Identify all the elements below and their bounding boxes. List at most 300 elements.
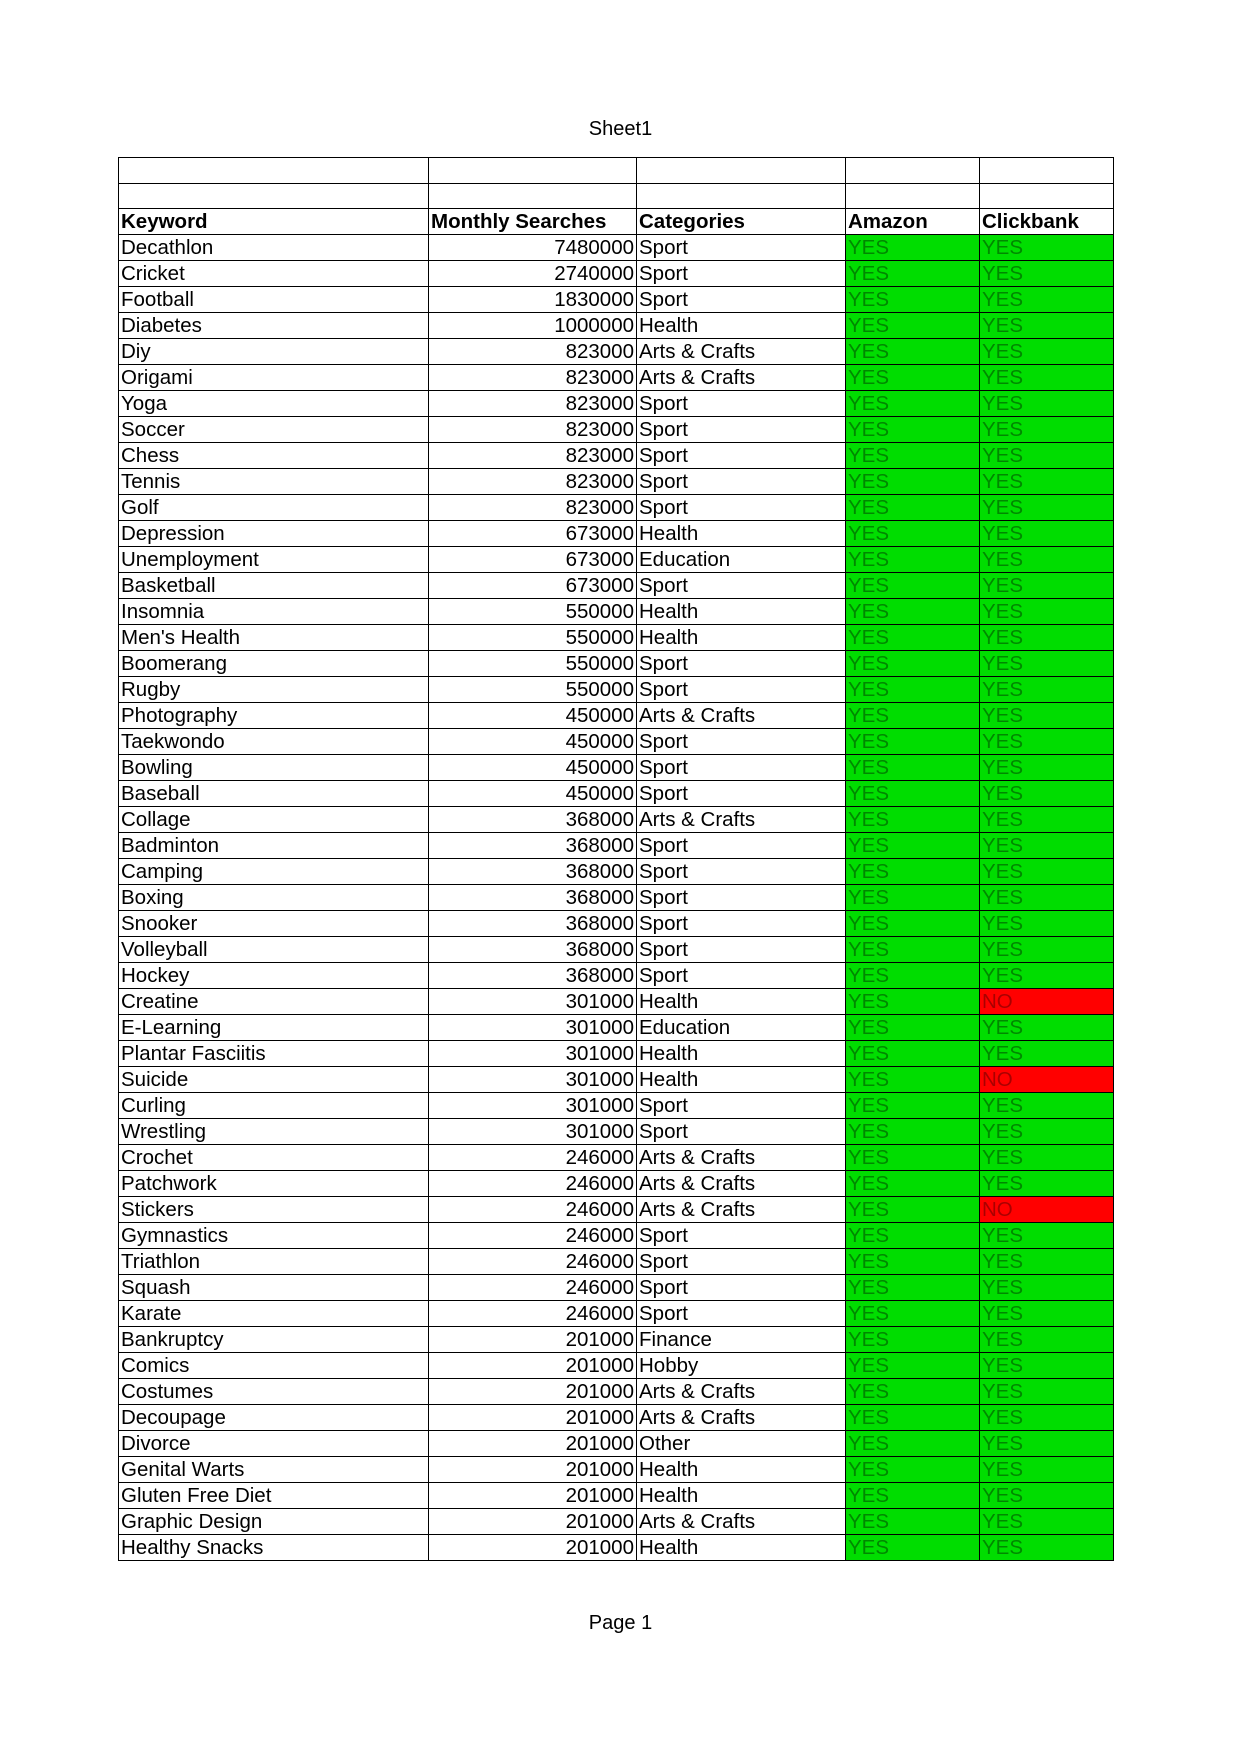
amazon-cell: YES: [846, 1119, 980, 1145]
monthly-searches-cell: 301000: [429, 1041, 637, 1067]
keyword-cell: Patchwork: [119, 1171, 429, 1197]
keyword-cell: Volleyball: [119, 937, 429, 963]
amazon-cell: YES: [846, 287, 980, 313]
amazon-cell: YES: [846, 339, 980, 365]
monthly-searches-cell: 246000: [429, 1223, 637, 1249]
monthly-searches-cell: 201000: [429, 1353, 637, 1379]
keyword-cell: Decathlon: [119, 235, 429, 261]
category-cell: Sport: [637, 1223, 846, 1249]
amazon-cell: YES: [846, 1171, 980, 1197]
table-row: [119, 573, 1114, 599]
amazon-cell: YES: [846, 1431, 980, 1457]
table-row: [119, 1483, 1114, 1509]
empty-cell: [429, 158, 637, 184]
keyword-cell: Bowling: [119, 755, 429, 781]
monthly-searches-cell: 301000: [429, 1119, 637, 1145]
clickbank-cell: YES: [980, 963, 1114, 989]
amazon-cell: YES: [846, 365, 980, 391]
keyword-cell: Squash: [119, 1275, 429, 1301]
keyword-cell: Crochet: [119, 1145, 429, 1171]
monthly-searches-cell: 368000: [429, 937, 637, 963]
empty-row: [119, 183, 1114, 209]
monthly-searches-cell: 201000: [429, 1379, 637, 1405]
table-row: [119, 729, 1114, 755]
monthly-searches-cell: 550000: [429, 599, 637, 625]
amazon-cell: YES: [846, 573, 980, 599]
amazon-cell: YES: [846, 443, 980, 469]
category-cell: Arts & Crafts: [637, 365, 846, 391]
category-cell: Health: [637, 313, 846, 339]
header-clickbank: Clickbank: [980, 209, 1114, 235]
category-cell: Sport: [637, 963, 846, 989]
table-row: [119, 1041, 1114, 1067]
keyword-cell: Insomnia: [119, 599, 429, 625]
clickbank-cell: YES: [980, 235, 1114, 261]
clickbank-cell: YES: [980, 573, 1114, 599]
table-row: [119, 807, 1114, 833]
keyword-cell: Gluten Free Diet: [119, 1483, 429, 1509]
table-row: [119, 1535, 1114, 1561]
amazon-cell: YES: [846, 1093, 980, 1119]
clickbank-cell: YES: [980, 1249, 1114, 1275]
clickbank-cell: YES: [980, 885, 1114, 911]
table-row: [119, 1457, 1114, 1483]
category-cell: Sport: [637, 755, 846, 781]
keyword-cell: Football: [119, 287, 429, 313]
monthly-searches-cell: 246000: [429, 1249, 637, 1275]
amazon-cell: YES: [846, 807, 980, 833]
clickbank-cell: YES: [980, 391, 1114, 417]
monthly-searches-cell: 368000: [429, 885, 637, 911]
table-row: [119, 469, 1114, 495]
monthly-searches-cell: 301000: [429, 1093, 637, 1119]
category-cell: Arts & Crafts: [637, 1405, 846, 1431]
clickbank-cell: YES: [980, 599, 1114, 625]
table-row: [119, 313, 1114, 339]
table-row: [119, 261, 1114, 287]
category-cell: Sport: [637, 1249, 846, 1275]
clickbank-cell: YES: [980, 287, 1114, 313]
category-cell: Sport: [637, 495, 846, 521]
clickbank-cell: YES: [980, 417, 1114, 443]
monthly-searches-cell: 550000: [429, 677, 637, 703]
clickbank-cell: YES: [980, 1015, 1114, 1041]
amazon-cell: YES: [846, 937, 980, 963]
clickbank-cell: YES: [980, 781, 1114, 807]
monthly-searches-cell: 823000: [429, 495, 637, 521]
amazon-cell: YES: [846, 1535, 980, 1561]
page-footer: Page 1: [588, 1612, 653, 1634]
monthly-searches-cell: 201000: [429, 1457, 637, 1483]
table-row: [119, 1327, 1114, 1353]
category-cell: Sport: [637, 885, 846, 911]
monthly-searches-cell: 1000000: [429, 313, 637, 339]
category-cell: Sport: [637, 1093, 846, 1119]
category-cell: Sport: [637, 261, 846, 287]
monthly-searches-cell: 246000: [429, 1171, 637, 1197]
amazon-cell: YES: [846, 1067, 980, 1093]
category-cell: Health: [637, 1483, 846, 1509]
amazon-cell: YES: [846, 989, 980, 1015]
monthly-searches-cell: 2740000: [429, 261, 637, 287]
table-row: [119, 703, 1114, 729]
empty-cell: [637, 183, 846, 209]
amazon-cell: YES: [846, 677, 980, 703]
table-row: [119, 495, 1114, 521]
table-row: [119, 1067, 1114, 1093]
keyword-cell: Men's Health: [119, 625, 429, 651]
keyword-cell: Chess: [119, 443, 429, 469]
table-row: [119, 859, 1114, 885]
monthly-searches-cell: 823000: [429, 391, 637, 417]
keyword-cell: Snooker: [119, 911, 429, 937]
category-cell: Sport: [637, 1301, 846, 1327]
monthly-searches-cell: 246000: [429, 1275, 637, 1301]
category-cell: Sport: [637, 1275, 846, 1301]
keyword-cell: Diy: [119, 339, 429, 365]
monthly-searches-cell: 368000: [429, 859, 637, 885]
amazon-cell: YES: [846, 1249, 980, 1275]
table-row: [119, 443, 1114, 469]
amazon-cell: YES: [846, 547, 980, 573]
amazon-cell: YES: [846, 1509, 980, 1535]
clickbank-cell: YES: [980, 1145, 1114, 1171]
table-row: [119, 1353, 1114, 1379]
category-cell: Health: [637, 989, 846, 1015]
keyword-cell: Depression: [119, 521, 429, 547]
clickbank-cell: YES: [980, 1041, 1114, 1067]
keyword-cell: Rugby: [119, 677, 429, 703]
clickbank-cell: YES: [980, 1301, 1114, 1327]
clickbank-cell: YES: [980, 1171, 1114, 1197]
category-cell: Finance: [637, 1327, 846, 1353]
keyword-cell: Curling: [119, 1093, 429, 1119]
empty-cell: [980, 183, 1114, 209]
keyword-cell: Decoupage: [119, 1405, 429, 1431]
clickbank-cell: YES: [980, 911, 1114, 937]
keyword-cell: Camping: [119, 859, 429, 885]
amazon-cell: YES: [846, 1379, 980, 1405]
keyword-cell: Boomerang: [119, 651, 429, 677]
category-cell: Sport: [637, 729, 846, 755]
monthly-searches-cell: 301000: [429, 1015, 637, 1041]
category-cell: Health: [637, 1535, 846, 1561]
monthly-searches-cell: 201000: [429, 1431, 637, 1457]
monthly-searches-cell: 823000: [429, 469, 637, 495]
empty-cell: [980, 158, 1114, 184]
table-row: [119, 833, 1114, 859]
amazon-cell: YES: [846, 1483, 980, 1509]
table-row: [119, 287, 1114, 313]
category-cell: Sport: [637, 287, 846, 313]
keyword-cell: Comics: [119, 1353, 429, 1379]
clickbank-cell: YES: [980, 261, 1114, 287]
clickbank-cell: YES: [980, 807, 1114, 833]
amazon-cell: YES: [846, 1015, 980, 1041]
keyword-cell: Stickers: [119, 1197, 429, 1223]
monthly-searches-cell: 201000: [429, 1405, 637, 1431]
amazon-cell: YES: [846, 1223, 980, 1249]
table-row: [119, 1379, 1114, 1405]
amazon-cell: YES: [846, 1327, 980, 1353]
table-row: [119, 781, 1114, 807]
empty-cell: [846, 158, 980, 184]
clickbank-cell: YES: [980, 677, 1114, 703]
category-cell: Hobby: [637, 1353, 846, 1379]
table-row: [119, 625, 1114, 651]
keyword-cell: Baseball: [119, 781, 429, 807]
amazon-cell: YES: [846, 833, 980, 859]
category-cell: Health: [637, 1067, 846, 1093]
monthly-searches-cell: 450000: [429, 729, 637, 755]
category-cell: Sport: [637, 937, 846, 963]
amazon-cell: YES: [846, 391, 980, 417]
keyword-cell: Divorce: [119, 1431, 429, 1457]
amazon-cell: YES: [846, 417, 980, 443]
table-row: [119, 911, 1114, 937]
monthly-searches-cell: 823000: [429, 417, 637, 443]
keyword-cell: Costumes: [119, 1379, 429, 1405]
table-row: [119, 1145, 1114, 1171]
clickbank-cell: YES: [980, 1457, 1114, 1483]
clickbank-cell: NO: [980, 989, 1114, 1015]
clickbank-cell: NO: [980, 1067, 1114, 1093]
table-row: [119, 521, 1114, 547]
amazon-cell: YES: [846, 1301, 980, 1327]
empty-cell: [119, 183, 429, 209]
category-cell: Sport: [637, 469, 846, 495]
keyword-cell: Graphic Design: [119, 1509, 429, 1535]
monthly-searches-cell: 673000: [429, 547, 637, 573]
category-cell: Sport: [637, 677, 846, 703]
clickbank-cell: YES: [980, 1483, 1114, 1509]
keyword-cell: Boxing: [119, 885, 429, 911]
clickbank-cell: YES: [980, 651, 1114, 677]
keyword-cell: Basketball: [119, 573, 429, 599]
monthly-searches-cell: 368000: [429, 807, 637, 833]
keyword-cell: Hockey: [119, 963, 429, 989]
table-row: [119, 391, 1114, 417]
amazon-cell: YES: [846, 1041, 980, 1067]
monthly-searches-cell: 246000: [429, 1301, 637, 1327]
monthly-searches-cell: 823000: [429, 365, 637, 391]
category-cell: Sport: [637, 573, 846, 599]
amazon-cell: YES: [846, 755, 980, 781]
table-row: [119, 1301, 1114, 1327]
empty-cell: [637, 158, 846, 184]
keyword-cell: Tennis: [119, 469, 429, 495]
category-cell: Arts & Crafts: [637, 1171, 846, 1197]
sheet-title: Sheet1: [588, 118, 653, 140]
table-row: [119, 651, 1114, 677]
category-cell: Health: [637, 521, 846, 547]
category-cell: Sport: [637, 391, 846, 417]
empty-cell: [429, 183, 637, 209]
keyword-cell: Taekwondo: [119, 729, 429, 755]
category-cell: Sport: [637, 235, 846, 261]
category-cell: Education: [637, 1015, 846, 1041]
monthly-searches-cell: 201000: [429, 1327, 637, 1353]
keyword-cell: Origami: [119, 365, 429, 391]
table-row: [119, 1275, 1114, 1301]
clickbank-cell: YES: [980, 1353, 1114, 1379]
keyword-cell: Healthy Snacks: [119, 1535, 429, 1561]
category-cell: Sport: [637, 911, 846, 937]
clickbank-cell: YES: [980, 365, 1114, 391]
amazon-cell: YES: [846, 625, 980, 651]
monthly-searches-cell: 1830000: [429, 287, 637, 313]
clickbank-cell: YES: [980, 859, 1114, 885]
table-row: [119, 1509, 1114, 1535]
table-row: [119, 1223, 1114, 1249]
table-row: [119, 677, 1114, 703]
clickbank-cell: YES: [980, 495, 1114, 521]
monthly-searches-cell: 7480000: [429, 235, 637, 261]
amazon-cell: YES: [846, 469, 980, 495]
header-monthly-searches: Monthly Searches: [429, 209, 637, 235]
keyword-cell: Soccer: [119, 417, 429, 443]
amazon-cell: YES: [846, 313, 980, 339]
table-row: [119, 1249, 1114, 1275]
amazon-cell: YES: [846, 1405, 980, 1431]
clickbank-cell: YES: [980, 1093, 1114, 1119]
clickbank-cell: YES: [980, 833, 1114, 859]
table-row: [119, 1093, 1114, 1119]
amazon-cell: YES: [846, 651, 980, 677]
monthly-searches-cell: 368000: [429, 963, 637, 989]
category-cell: Arts & Crafts: [637, 1197, 846, 1223]
clickbank-cell: YES: [980, 729, 1114, 755]
category-cell: Arts & Crafts: [637, 807, 846, 833]
category-cell: Education: [637, 547, 846, 573]
category-cell: Health: [637, 1457, 846, 1483]
keyword-cell: Triathlon: [119, 1249, 429, 1275]
category-cell: Sport: [637, 417, 846, 443]
table-row: [119, 547, 1114, 573]
table-row: [119, 989, 1114, 1015]
keyword-table: [118, 157, 1114, 1561]
category-cell: Sport: [637, 859, 846, 885]
monthly-searches-cell: 673000: [429, 521, 637, 547]
amazon-cell: YES: [846, 521, 980, 547]
keyword-cell: Creatine: [119, 989, 429, 1015]
empty-cell: [846, 183, 980, 209]
table-row: [119, 885, 1114, 911]
table-row: [119, 1015, 1114, 1041]
table-row: [119, 937, 1114, 963]
amazon-cell: YES: [846, 1145, 980, 1171]
table-row: [119, 599, 1114, 625]
keyword-cell: Photography: [119, 703, 429, 729]
table-row: [119, 417, 1114, 443]
category-cell: Arts & Crafts: [637, 1379, 846, 1405]
keyword-cell: Diabetes: [119, 313, 429, 339]
monthly-searches-cell: 246000: [429, 1145, 637, 1171]
keyword-cell: Bankruptcy: [119, 1327, 429, 1353]
table-row: [119, 339, 1114, 365]
amazon-cell: YES: [846, 1275, 980, 1301]
amazon-cell: YES: [846, 1353, 980, 1379]
clickbank-cell: YES: [980, 937, 1114, 963]
monthly-searches-cell: 201000: [429, 1483, 637, 1509]
clickbank-cell: YES: [980, 625, 1114, 651]
clickbank-cell: YES: [980, 1509, 1114, 1535]
category-cell: Arts & Crafts: [637, 1145, 846, 1171]
header-amazon: Amazon: [846, 209, 980, 235]
amazon-cell: YES: [846, 859, 980, 885]
monthly-searches-cell: 550000: [429, 651, 637, 677]
keyword-cell: Karate: [119, 1301, 429, 1327]
clickbank-cell: YES: [980, 1431, 1114, 1457]
category-cell: Arts & Crafts: [637, 1509, 846, 1535]
keyword-cell: Plantar Fasciitis: [119, 1041, 429, 1067]
keyword-cell: E-Learning: [119, 1015, 429, 1041]
category-cell: Health: [637, 1041, 846, 1067]
amazon-cell: YES: [846, 911, 980, 937]
clickbank-cell: YES: [980, 1327, 1114, 1353]
header-row: [119, 209, 1114, 235]
clickbank-cell: YES: [980, 755, 1114, 781]
clickbank-cell: YES: [980, 1535, 1114, 1561]
header-categories: Categories: [637, 209, 846, 235]
keyword-cell: Golf: [119, 495, 429, 521]
table-row: [119, 963, 1114, 989]
monthly-searches-cell: 450000: [429, 755, 637, 781]
clickbank-cell: YES: [980, 703, 1114, 729]
monthly-searches-cell: 450000: [429, 781, 637, 807]
category-cell: Sport: [637, 1119, 846, 1145]
table-row: [119, 1119, 1114, 1145]
category-cell: Arts & Crafts: [637, 703, 846, 729]
amazon-cell: YES: [846, 235, 980, 261]
header-keyword: Keyword: [119, 209, 429, 235]
monthly-searches-cell: 301000: [429, 1067, 637, 1093]
empty-row: [119, 158, 1114, 184]
keyword-cell: Collage: [119, 807, 429, 833]
category-cell: Health: [637, 625, 846, 651]
amazon-cell: YES: [846, 1457, 980, 1483]
clickbank-cell: YES: [980, 521, 1114, 547]
monthly-searches-cell: 201000: [429, 1535, 637, 1561]
category-cell: Other: [637, 1431, 846, 1457]
amazon-cell: YES: [846, 781, 980, 807]
clickbank-cell: YES: [980, 313, 1114, 339]
empty-cell: [119, 158, 429, 184]
monthly-searches-cell: 550000: [429, 625, 637, 651]
amazon-cell: YES: [846, 599, 980, 625]
clickbank-cell: YES: [980, 1223, 1114, 1249]
keyword-cell: Suicide: [119, 1067, 429, 1093]
category-cell: Sport: [637, 443, 846, 469]
clickbank-cell: YES: [980, 1119, 1114, 1145]
amazon-cell: YES: [846, 261, 980, 287]
keyword-cell: Badminton: [119, 833, 429, 859]
table-row: [119, 1171, 1114, 1197]
table-row: [119, 235, 1114, 261]
monthly-searches-cell: 450000: [429, 703, 637, 729]
amazon-cell: YES: [846, 1197, 980, 1223]
clickbank-cell: YES: [980, 1379, 1114, 1405]
keyword-cell: Cricket: [119, 261, 429, 287]
table-row: [119, 1197, 1114, 1223]
monthly-searches-cell: 368000: [429, 911, 637, 937]
category-cell: Sport: [637, 651, 846, 677]
table-row: [119, 365, 1114, 391]
amazon-cell: YES: [846, 885, 980, 911]
keyword-cell: Gymnastics: [119, 1223, 429, 1249]
clickbank-cell: YES: [980, 339, 1114, 365]
clickbank-cell: NO: [980, 1197, 1114, 1223]
